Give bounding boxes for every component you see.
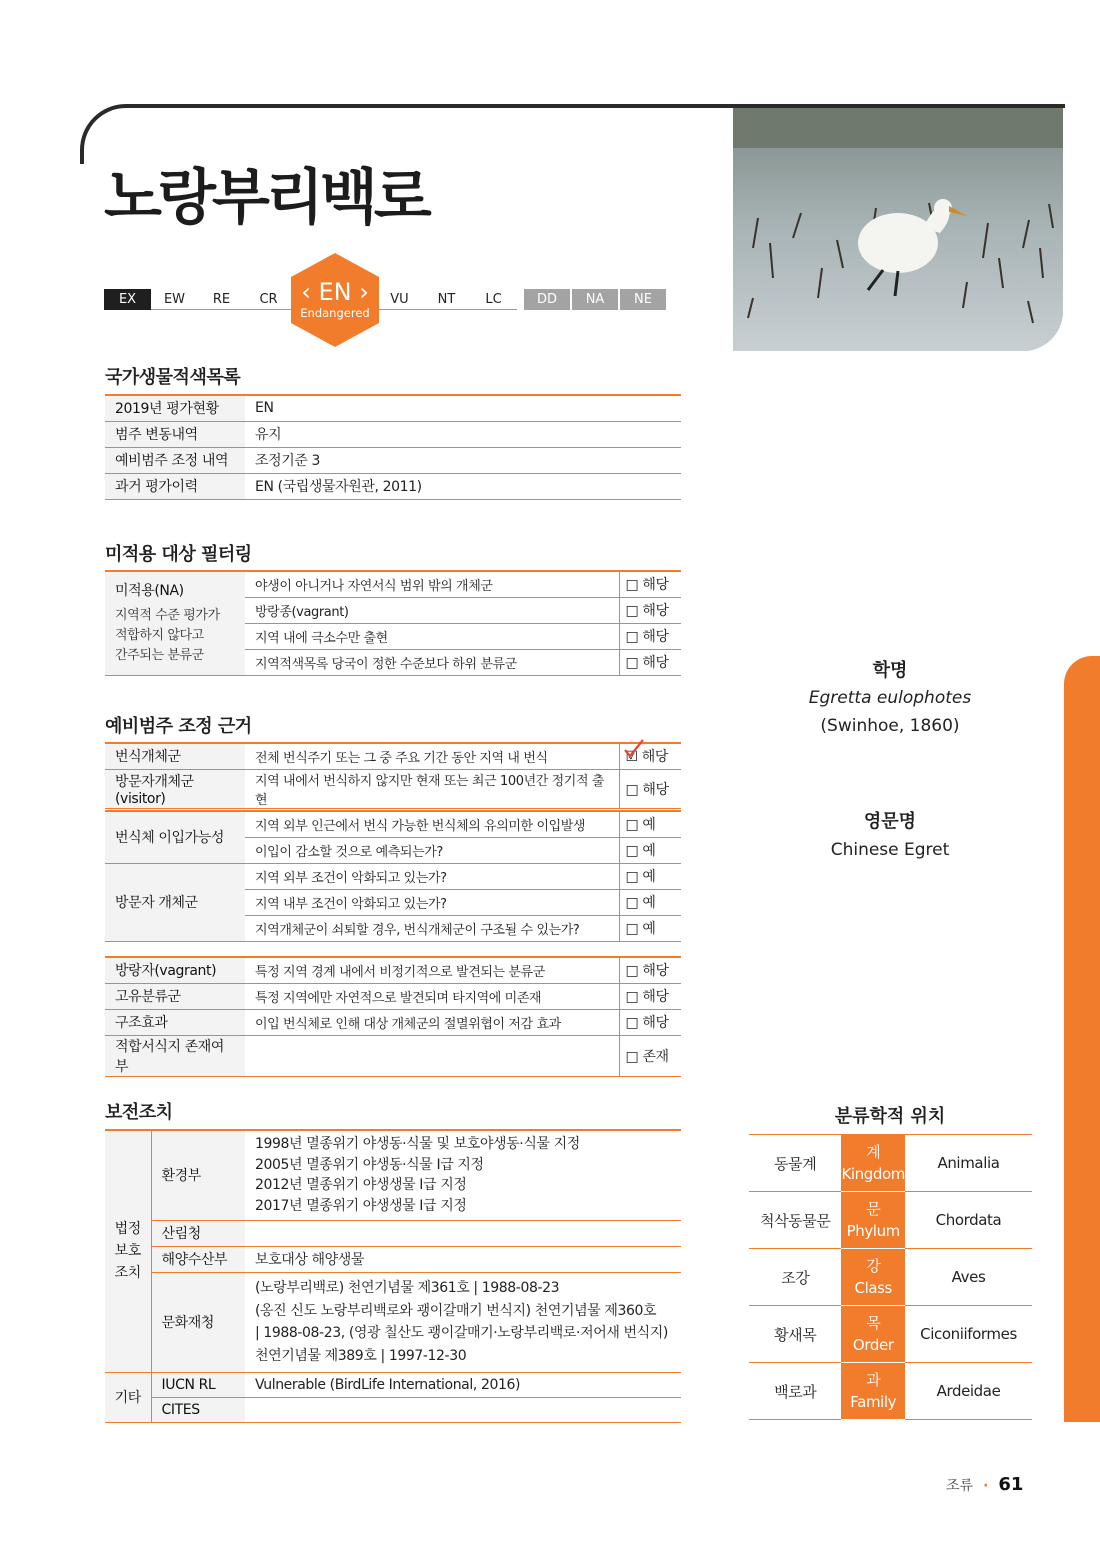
filter-sublabel: 간주되는 분류군 bbox=[115, 648, 204, 664]
filter-checkbox[interactable]: □ 해당 bbox=[619, 623, 681, 649]
iucn-label: IUCN RL bbox=[151, 1372, 245, 1397]
iucn-value: Vulnerable (BirdLife International, 2016) bbox=[245, 1372, 681, 1397]
filter-item-text: 방랑종(vagrant) bbox=[245, 597, 619, 623]
adj-text bbox=[245, 1035, 619, 1076]
taxonomy-table bbox=[749, 1134, 1032, 1420]
status-ew: EW bbox=[151, 289, 198, 310]
sidebar-tab bbox=[1064, 656, 1100, 1422]
adjustment-table-2 bbox=[105, 810, 681, 942]
tax-value: Aves bbox=[905, 1249, 1032, 1306]
page-title: 노랑부리백로 bbox=[104, 163, 428, 233]
status-ex: EX bbox=[104, 289, 151, 310]
footer-section: 조류 bbox=[946, 1478, 974, 1494]
status-current-code: ‹ EN › bbox=[301, 278, 369, 306]
adj-checkbox[interactable]: □ 예 bbox=[619, 837, 681, 863]
page-footer bbox=[946, 1474, 1023, 1495]
section-conservation: 보전조치 bbox=[105, 1102, 173, 1123]
heritage-value-cell bbox=[245, 1272, 681, 1372]
tax-value: Animalia bbox=[905, 1135, 1032, 1192]
forest-label: 산림청 bbox=[151, 1220, 245, 1246]
status-lc: LC bbox=[470, 289, 517, 310]
adj-text: 지역 외부 인근에서 번식 가능한 번식체의 유의미한 이입발생 bbox=[245, 811, 619, 837]
tax-rank-en: Family bbox=[850, 1393, 897, 1411]
row-label: 과거 평가이력 bbox=[105, 473, 245, 499]
filter-sublabel: 적합하지 않다고 bbox=[115, 628, 204, 644]
cites-label: CITES bbox=[151, 1397, 245, 1422]
adj-text: 전체 번식주기 또는 그 중 주요 기간 동안 지역 내 번식 bbox=[245, 743, 619, 769]
adj-label: 번식개체군 bbox=[105, 743, 245, 769]
english-name-heading: 영문명 bbox=[863, 811, 917, 832]
check-mark-icon bbox=[622, 738, 646, 760]
forest-value bbox=[245, 1220, 681, 1246]
taxonomy-heading: 분류학적 위치 bbox=[834, 1106, 946, 1127]
adj-text: 지역 내에서 번식하지 않지만 현재 또는 최근 100년간 정기적 출현 bbox=[245, 769, 619, 808]
adj-check-value: ☑ 해당 bbox=[625, 749, 668, 766]
filter-checkbox[interactable]: □ 해당 bbox=[619, 649, 681, 675]
etc-label: 기타 bbox=[105, 1372, 151, 1422]
filter-checkbox[interactable]: □ 해당 bbox=[619, 571, 681, 597]
visitor-label: 방문자 개체군 bbox=[105, 863, 245, 941]
adj-label: 고유분류군 bbox=[105, 983, 245, 1009]
env-value-cell bbox=[245, 1130, 681, 1220]
tax-rank bbox=[841, 1363, 905, 1420]
status-dd: DD bbox=[524, 289, 570, 310]
heritage-line: (옹진 신도 노랑부리백로와 괭이갈매기 번식지) 천연기념물 제360호 bbox=[255, 1302, 657, 1319]
adj-text: 특정 지역 경계 내에서 비정기적으로 발견되는 분류군 bbox=[245, 957, 619, 983]
tax-rank bbox=[841, 1249, 905, 1306]
filter-label: 미적용(NA) bbox=[115, 583, 184, 600]
row-label: 2019년 평가현황 bbox=[105, 395, 245, 421]
adj-checkbox[interactable]: □ 존재 bbox=[619, 1035, 681, 1076]
row-value: EN (국립생물자원관, 2011) bbox=[245, 473, 681, 499]
heritage-line: 천연기념물 제389호 | 1997-12-30 bbox=[255, 1347, 467, 1364]
section-adjustment: 예비범주 조정 근거 bbox=[105, 716, 252, 737]
row-value: 유지 bbox=[245, 421, 681, 447]
env-line: 2017년 멸종위기 야생생물 Ⅰ급 지정 bbox=[255, 1197, 467, 1214]
status-nt: NT bbox=[423, 289, 470, 310]
national-list-table bbox=[105, 394, 681, 500]
row-label: 범주 변동내역 bbox=[105, 421, 245, 447]
tax-rank-ko: 과 bbox=[866, 1371, 881, 1389]
filter-checkbox[interactable]: □ 해당 bbox=[619, 597, 681, 623]
adj-checkbox[interactable]: □ 해당 bbox=[619, 983, 681, 1009]
tax-rank-en: Phylum bbox=[846, 1222, 900, 1240]
heritage-label: 문화재청 bbox=[151, 1272, 245, 1372]
status-current-label: Endangered bbox=[300, 306, 370, 320]
status-na: NA bbox=[572, 289, 618, 310]
tax-ko: 황새목 bbox=[749, 1306, 841, 1363]
english-name: Chinese Egret bbox=[830, 840, 950, 860]
cites-value bbox=[245, 1397, 681, 1422]
env-label: 환경부 bbox=[151, 1130, 245, 1220]
tax-ko: 조강 bbox=[749, 1249, 841, 1306]
tax-ko: 척삭동물문 bbox=[749, 1192, 841, 1249]
tax-rank-en: Order bbox=[852, 1336, 894, 1354]
tax-rank-ko: 강 bbox=[866, 1257, 881, 1275]
ocean-value: 보호대상 해양생물 bbox=[245, 1246, 681, 1272]
row-label: 예비범주 조정 내역 bbox=[105, 447, 245, 473]
env-line: 1998년 멸종위기 야생동·식물 및 보호야생동·식물 지정 bbox=[255, 1136, 580, 1153]
scientific-name: Egretta eulophotes bbox=[808, 688, 972, 708]
page-number: 61 bbox=[998, 1474, 1024, 1495]
section-national-list: 국가생물적색목록 bbox=[105, 367, 241, 388]
adj-label: 구조효과 bbox=[105, 1009, 245, 1035]
tax-value: Ardeidae bbox=[905, 1363, 1032, 1420]
env-line: 2012년 멸종위기 야생생물 Ⅰ급 지정 bbox=[255, 1177, 467, 1194]
adjustment-table-3 bbox=[105, 956, 681, 1077]
row-value: 조정기준 3 bbox=[245, 447, 681, 473]
legal-label: 법정 bbox=[114, 1221, 141, 1238]
tax-rank-en: Kingdom bbox=[841, 1165, 906, 1183]
filtering-table bbox=[105, 570, 681, 676]
filter-label-cell bbox=[105, 571, 245, 675]
footer-dot: · bbox=[983, 1478, 989, 1494]
status-vu: VU bbox=[376, 289, 423, 310]
row-value: EN bbox=[245, 395, 681, 421]
tax-ko: 동물계 bbox=[749, 1135, 841, 1192]
tax-value: Chordata bbox=[905, 1192, 1032, 1249]
filter-item-text: 지역 내에 극소수만 출현 bbox=[245, 623, 619, 649]
status-re: RE bbox=[198, 289, 245, 310]
env-line: 2005년 멸종위기 야생동·식물 Ⅰ급 지정 bbox=[255, 1156, 484, 1173]
tax-value: Ciconiiformes bbox=[905, 1306, 1032, 1363]
adj-label: 적합서식지 존재여부 bbox=[105, 1035, 245, 1076]
adjustment-table-1 bbox=[105, 742, 681, 809]
adj-checkbox-checked[interactable] bbox=[619, 743, 681, 769]
filter-sublabel: 지역적 수준 평가가 bbox=[115, 608, 220, 624]
legal-label: 조치 bbox=[114, 1265, 141, 1282]
adj-text: 지역개체군이 쇠퇴할 경우, 번식개체군이 구조될 수 있는가? bbox=[245, 915, 619, 941]
conservation-table bbox=[105, 1129, 681, 1423]
filter-item-text: 지역적색목록 당국이 정한 수준보다 하위 분류군 bbox=[245, 649, 619, 675]
adj-text: 특정 지역에만 자연적으로 발견되며 타지역에 미존재 bbox=[245, 983, 619, 1009]
adj-text: 이입이 감소할 것으로 예측되는가? bbox=[245, 837, 619, 863]
adj-checkbox[interactable]: □ 예 bbox=[619, 889, 681, 915]
tax-ko: 백로과 bbox=[749, 1363, 841, 1420]
adj-text: 지역 외부 조건이 악화되고 있는가? bbox=[245, 863, 619, 889]
scientific-author: (Swinhoe, 1860) bbox=[820, 716, 960, 736]
adj-text: 이입 번식체로 인해 대상 개체군의 절멸위협이 저감 효과 bbox=[245, 1009, 619, 1035]
filter-item-text: 야생이 아니거나 자연서식 범위 밖의 개체군 bbox=[245, 571, 619, 597]
tax-rank-ko: 계 bbox=[866, 1143, 881, 1161]
status-cr: CR bbox=[245, 289, 292, 310]
tax-rank bbox=[841, 1135, 905, 1192]
tax-rank bbox=[841, 1306, 905, 1363]
ocean-label: 해양수산부 bbox=[151, 1246, 245, 1272]
adj-label: 방문자개체군(visitor) bbox=[105, 769, 245, 808]
legal-label: 보호 bbox=[114, 1243, 141, 1260]
adj-label: 방랑자(vagrant) bbox=[105, 957, 245, 983]
tax-rank-ko: 문 bbox=[866, 1200, 881, 1218]
adj-checkbox[interactable]: □ 예 bbox=[619, 915, 681, 941]
adj-checkbox[interactable]: □ 예 bbox=[619, 863, 681, 889]
adj-text: 지역 내부 조건이 악화되고 있는가? bbox=[245, 889, 619, 915]
adj-checkbox[interactable]: □ 해당 bbox=[619, 957, 681, 983]
tax-rank-en: Class bbox=[854, 1279, 892, 1297]
scientific-name-heading: 학명 bbox=[872, 660, 908, 681]
immigration-label: 번식체 이입가능성 bbox=[105, 811, 245, 863]
tax-rank bbox=[841, 1192, 905, 1249]
tax-rank-ko: 목 bbox=[866, 1314, 881, 1332]
adj-checkbox[interactable]: □ 해당 bbox=[619, 1009, 681, 1035]
species-photo bbox=[733, 108, 1063, 351]
legal-label-cell bbox=[105, 1130, 151, 1372]
status-ne: NE bbox=[620, 289, 666, 310]
heritage-line: (노랑부리백로) 천연기념물 제361호 | 1988-08-23 bbox=[255, 1280, 560, 1296]
adj-checkbox[interactable]: □ 해당 bbox=[619, 769, 681, 808]
section-filtering: 미적용 대상 필터링 bbox=[105, 544, 252, 565]
heritage-line: | 1988-08-23, (영광 칠산도 괭이갈매기·노랑부리백로·저어새 번식지) bbox=[255, 1325, 668, 1341]
adj-checkbox[interactable]: □ 예 bbox=[619, 811, 681, 837]
